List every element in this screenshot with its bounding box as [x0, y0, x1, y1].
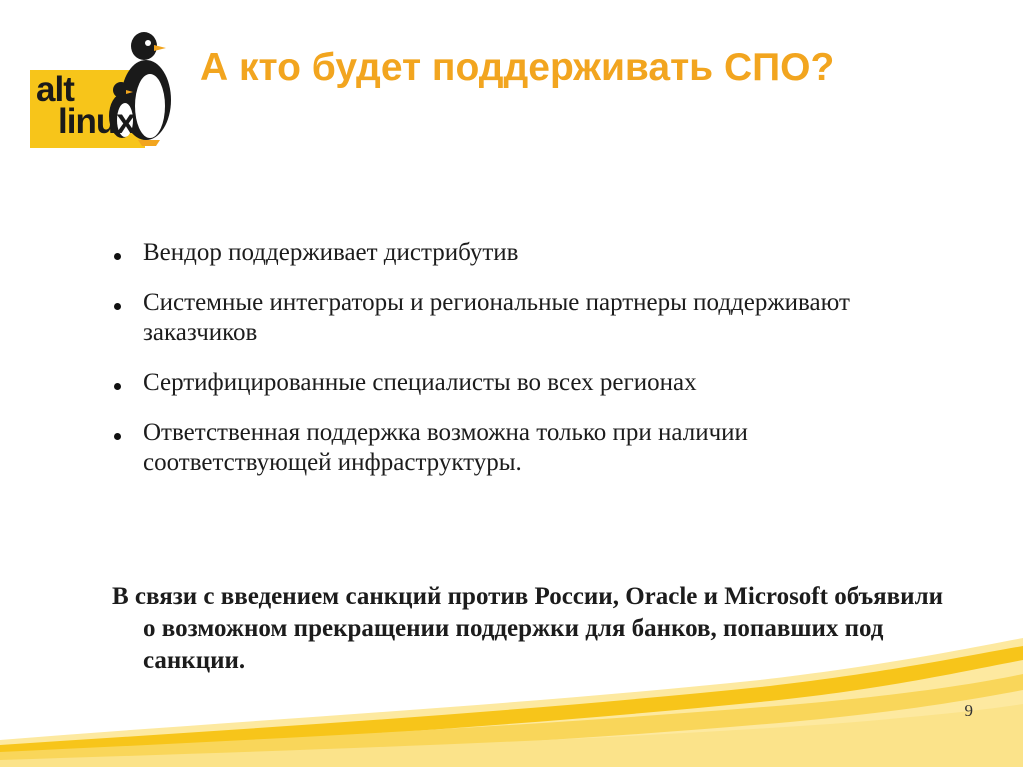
alt-linux-logo: [30, 28, 175, 150]
slide-title: А кто будет поддерживать СПО?: [200, 46, 835, 89]
logo-line-linux: linux: [58, 102, 135, 141]
bullet-item: [112, 238, 932, 268]
sanctions-notice: В связи с введением санкций против России, Oracle и Microsoft объявили о возможном прекращении поддержки для банков, попавших под санкции.: [112, 583, 944, 674]
bullet-dot-icon: [114, 303, 121, 310]
bullet-item: [112, 288, 932, 348]
bullet-dot-icon: [114, 383, 121, 390]
bullet-text: Ответственная поддержка возможна только при наличии соответствующей инфраструктуры.: [143, 419, 748, 476]
bullet-dot-icon: [114, 433, 121, 440]
bullet-text: Системные интеграторы и региональные партнеры поддерживают заказчиков: [143, 289, 850, 346]
bullet-list: [112, 238, 932, 498]
logo-line-alt: alt: [36, 70, 74, 109]
bullet-item: [112, 368, 932, 398]
bullet-text: Вендор поддерживает дистрибутив: [143, 239, 519, 266]
logo-text: [36, 70, 135, 141]
bullet-text: Сертифицированные специалисты во всех регионах: [143, 369, 697, 396]
bullet-item: [112, 418, 932, 478]
bullet-dot-icon: [114, 253, 121, 260]
page-number: 9: [964, 701, 973, 720]
